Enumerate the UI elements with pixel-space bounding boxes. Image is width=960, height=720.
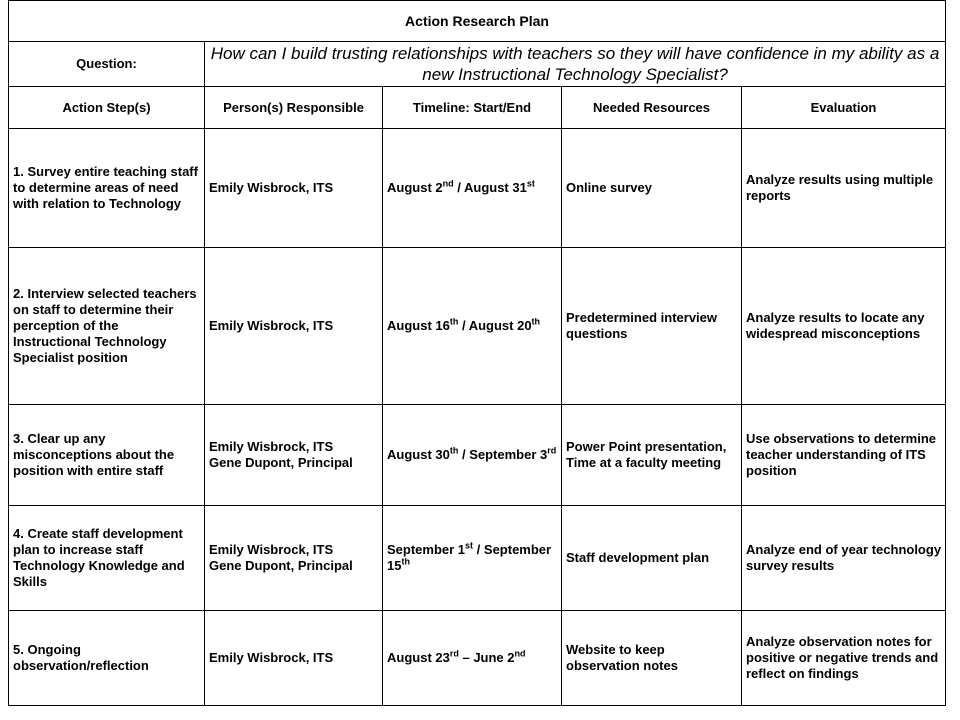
timeline-end: September 3 [469, 446, 548, 462]
timeline-start-suffix: st [465, 540, 474, 551]
table-row [9, 610, 946, 705]
action-step-cell: 1. Survey entire teaching staff to determine areas of need with relation to Technology [9, 129, 205, 248]
table-row [9, 404, 946, 505]
timeline-cell [383, 404, 562, 505]
column-header-timeline: Timeline: Start/End [383, 87, 562, 129]
resources-cell: Power Point presentation, Time at a faculty meeting [562, 404, 742, 505]
timeline-separator: / [458, 317, 469, 333]
resources-cell: Website to keep observation notes [562, 610, 742, 705]
header-row [9, 87, 946, 129]
timeline-separator: – [458, 649, 474, 665]
action-step-cell: 4. Create staff development plan to increase staff Technology Knowledge and Skills [9, 505, 205, 610]
timeline-start-suffix: th [449, 445, 459, 456]
action-step-cell: 3. Clear up any misconceptions about the position with entire staff [9, 404, 205, 505]
action-research-table [8, 0, 946, 706]
timeline-start-suffix: nd [442, 178, 454, 189]
person-name: Emily Wisbrock, ITS [209, 541, 334, 557]
timeline-start: September 1 [387, 541, 466, 557]
person-cell [205, 505, 383, 610]
evaluation-cell: Analyze results to locate any widespread misconceptions [742, 248, 946, 404]
person-name: Emily Wisbrock, ITS [209, 649, 334, 665]
table-row [9, 129, 946, 248]
timeline-end: September 15 [387, 541, 552, 573]
person-cell [205, 610, 383, 705]
timeline-start: August 30 [387, 446, 450, 462]
column-header-resources: Needed Resources [562, 87, 742, 129]
timeline-end: August 20 [468, 317, 532, 333]
timeline-cell [383, 610, 562, 705]
question-label: Question: [9, 42, 205, 87]
timeline-start: August 2 [387, 180, 443, 196]
person-name: Emily Wisbrock, ITS [209, 438, 334, 454]
timeline-start: August 16 [387, 317, 450, 333]
timeline-start-suffix: th [449, 316, 459, 327]
timeline-separator: / [473, 541, 484, 557]
person-cell [205, 129, 383, 248]
person-name-2: Gene Dupont, Principal [209, 454, 353, 470]
person-name-2: Gene Dupont, Principal [209, 557, 353, 573]
person-cell [205, 404, 383, 505]
timeline-cell [383, 505, 562, 610]
evaluation-cell: Use observations to determine teacher understanding of ITS position [742, 404, 946, 505]
timeline-end-suffix: rd [547, 445, 557, 456]
evaluation-cell: Analyze observation notes for positive or negative trends and reflect on findings [742, 610, 946, 705]
resources-cell: Online survey [562, 129, 742, 248]
timeline-end-suffix: st [526, 178, 535, 189]
question-text: How can I build trusting relationships with teachers so they will have confidence in my ability as a new Instructional Technology Specialist? [205, 42, 946, 87]
resources-cell: Staff development plan [562, 505, 742, 610]
timeline-separator: / [458, 446, 470, 462]
timeline-start: August 23 [387, 649, 450, 665]
timeline-start-suffix: rd [449, 648, 459, 659]
person-name: Emily Wisbrock, ITS [209, 317, 334, 333]
action-step-cell: 5. Ongoing observation/reflection [9, 610, 205, 705]
column-header-action-steps: Action Step(s) [9, 87, 205, 129]
timeline-cell [383, 248, 562, 404]
timeline-separator: / [453, 180, 464, 196]
timeline-end-suffix: th [401, 556, 410, 567]
timeline-end: June 2 [473, 649, 515, 665]
evaluation-cell: Analyze results using multiple reports [742, 129, 946, 248]
table-title: Action Research Plan [9, 1, 946, 42]
person-name: Emily Wisbrock, ITS [209, 180, 334, 196]
table-row [9, 248, 946, 404]
resources-cell: Predetermined interview questions [562, 248, 742, 404]
timeline-cell [383, 129, 562, 248]
evaluation-cell: Analyze end of year technology survey results [742, 505, 946, 610]
column-header-persons: Person(s) Responsible [205, 87, 383, 129]
person-cell [205, 248, 383, 404]
column-header-evaluation: Evaluation [742, 87, 946, 129]
action-step-cell: 2. Interview selected teachers on staff to determine their perception of the Instructional Technology Specialist position [9, 248, 205, 404]
timeline-end: August 31 [463, 180, 527, 196]
timeline-end-suffix: th [531, 316, 541, 327]
table-row [9, 505, 946, 610]
timeline-end-suffix: nd [514, 648, 526, 659]
